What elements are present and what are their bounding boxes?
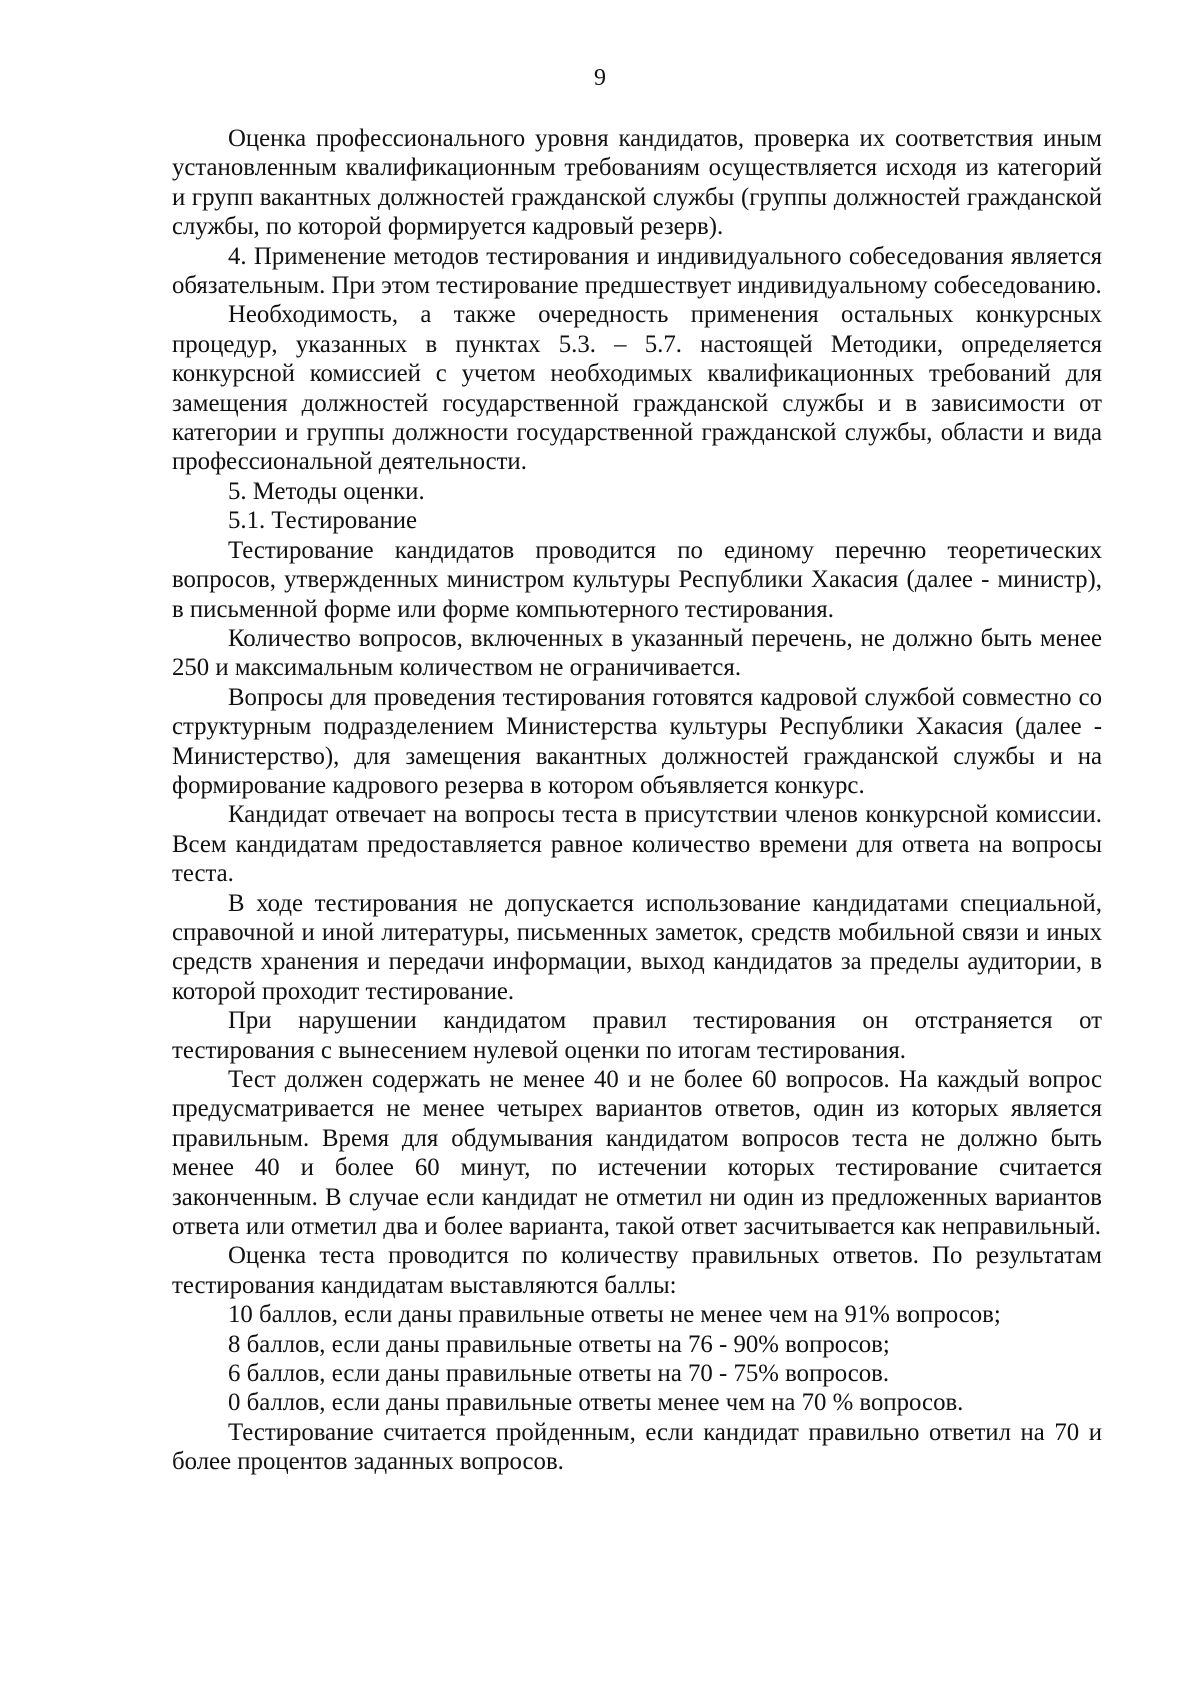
page-number: 9	[594, 65, 606, 91]
score-item-10: 10 баллов, если даны правильные ответы не менее чем на 91% вопросов;	[228, 1301, 1001, 1329]
document-body	[172, 124, 1102, 1477]
paragraph-assessment-intro: Оценка профессионального уровня кандидатов, проверка их соответствия иным установленным квалификационным требованиям осуществляется исходя из категорий и групп вакантных должностей гражданской службы (группы должностей гражданской службы, по которой формируется кадровый резерв).	[172, 125, 1102, 241]
paragraph-procedures-order: Необходимость, а также очередность применения остальных конкурсных процедур, указанных в пунктах 5.3. – 5.7. настоящей Методики, определяется конкурсной комиссией с учетом необходимых квалификационных требований для замещения должностей государственной гражданской службы и в зависимости от категории и группы должности государственной гражданской службы, области и вида профессиональной деятельности.	[172, 301, 1102, 476]
paragraph-prohibitions: В ходе тестирования не допускается использование кандидатами специальной, справочной и иной литературы, письменных заметок, средств мобильной связи и иных средств хранения и передачи информации, выход кандидатов за пределы аудитории, в которой проходит тестирование.	[172, 889, 1102, 1005]
paragraph-testing-questions: Тестирование кандидатов проводится по единому перечню теоретических вопросов, утвержденных министром культуры Республики Хакасия (далее - министр), в письменной форме или форме компьютерного тестирования.	[172, 536, 1102, 623]
paragraph-item-4: 4. Применение методов тестирования и индивидуального собеседования является обязательным. При этом тестирование предшествует индивидуальному собеседованию.	[172, 242, 1102, 300]
score-item-8: 8 баллов, если даны правильные ответы на 76 - 90% вопросов;	[228, 1330, 890, 1358]
paragraph-question-preparation: Вопросы для проведения тестирования готовятся кадровой службой совместно со структурным подразделением Министерства культуры Республики Хакасия (далее - Министерство), для замещения вакантных должностей гражданской службы и на формирование кадрового резерва в котором объявляется конкурс.	[172, 683, 1102, 799]
paragraph-test-passed: Тестирование считается пройденным, если кандидат правильно ответил на 70 и более процентов заданных вопросов.	[172, 1418, 1102, 1476]
paragraph-scoring-intro: Оценка теста проводится по количеству правильных ответов. По результатам тестирования кандидатам выставляются баллы:	[172, 1242, 1102, 1299]
heading-5-1-testing: 5.1. Тестирование	[228, 507, 418, 535]
score-item-0: 0 баллов, если даны правильные ответы менее чем на 70 % вопросов.	[228, 1389, 964, 1417]
paragraph-question-count: Количество вопросов, включенных в указанный перечень, не должно быть менее 250 и максимальным количеством не ограничивается.	[172, 624, 1102, 682]
paragraph-candidate-answers: Кандидат отвечает на вопросы теста в присутствии членов конкурсной комиссии. Всем кандидатам предоставляется равное количество времени для ответа на вопросы теста.	[172, 801, 1102, 888]
paragraph-violation: При нарушении кандидатом правил тестирования он отстраняется от тестирования с вынесением нулевой оценки по итогам тестирования.	[172, 1007, 1102, 1064]
paragraph-test-format: Тест должен содержать не менее 40 и не более 60 вопросов. На каждый вопрос предусматривается не менее четырех вариантов ответов, один из которых является правильным. Время для обдумывания кандидатом вопросов теста не должно быть менее 40 и более 60 минут, по истечении которых тестирование считается законченным. В случае если кандидат не отметил ни один из предложенных вариантов ответа или отметил два и более варианта, такой ответ засчитывается как неправильный.	[172, 1066, 1102, 1241]
score-item-6: 6 баллов, если даны правильные ответы на 70 - 75% вопросов.	[228, 1360, 890, 1388]
heading-5-methods: 5. Методы оценки.	[228, 477, 425, 505]
